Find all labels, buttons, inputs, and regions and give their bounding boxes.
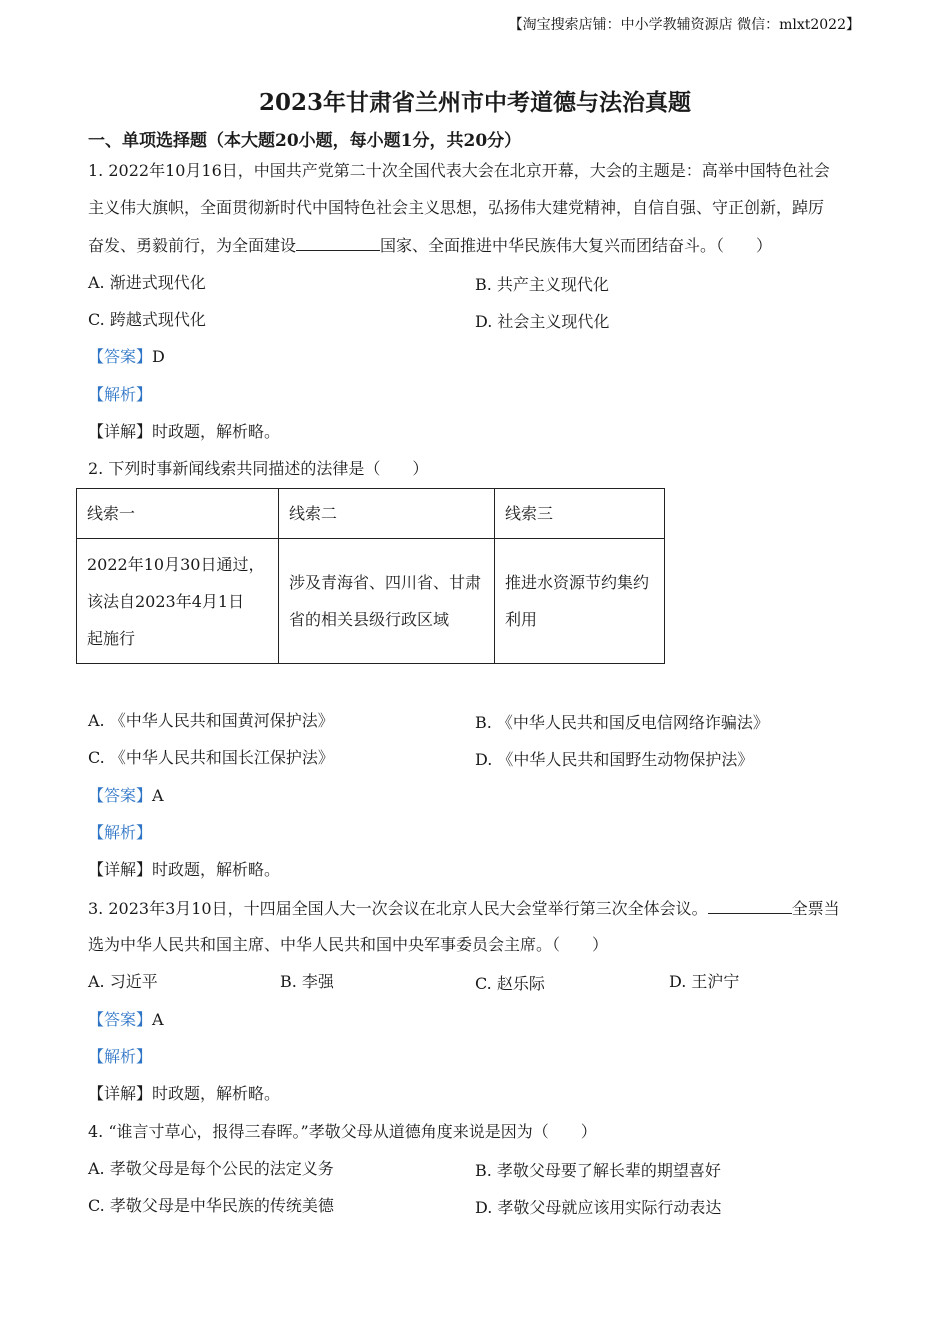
q4-option-c: C. 孝敬父母是中华民族的传统美德 <box>88 1196 334 1215</box>
q2-option-a: A. 《中华人民共和国黄河保护法》 <box>88 711 334 730</box>
q3-option-a: A. 习近平 <box>88 972 158 991</box>
q1-blank <box>296 234 380 251</box>
clue-table-row <box>77 539 665 664</box>
q1-detail: 【详解】时政题，解析略。 <box>88 422 281 441</box>
clue-cell-3-line2: 利用 <box>505 610 538 629</box>
q1-stem-line3-post: 国家、全面推进中华民族伟大复兴而团结奋斗。（ ） <box>380 236 773 255</box>
clue-cell-1-line3: 起施行 <box>87 628 136 648</box>
header-note: 【淘宝搜索店铺：中小学教辅资源店 微信：mlxt2022】 <box>508 17 860 33</box>
q3-analysis-tag: 【解析】 <box>88 1047 153 1066</box>
clue-header-2: 线索二 <box>279 489 495 539</box>
q1-analysis-tag: 【解析】 <box>88 385 153 404</box>
q1-option-c: C. 跨越式现代化 <box>88 310 206 329</box>
q3-stem-line1-post: 全票当 <box>791 899 840 918</box>
q1-stem-line3-pre: 奋发、勇毅前行，为全面建设 <box>88 236 297 255</box>
q2-option-d: D. 《中华人民共和国野生动物保护法》 <box>475 750 754 769</box>
q1-stem-line2: 主义伟大旗帜，全面贯彻新时代中国特色社会主义思想，弘扬伟大建党精神，自信自强、守正创新，踔厉 <box>88 198 825 217</box>
clue-cell-2-line2: 省的相关县级行政区域 <box>289 610 450 629</box>
q4-option-a: A. 孝敬父母是每个公民的法定义务 <box>88 1159 334 1178</box>
section-heading: 一、单项选择题（本大题20小题，每小题1分，共20分） <box>88 131 522 151</box>
q3-answer <box>88 1009 164 1031</box>
q3-stem-line1-pre: 3. 2023年3月10日，十四届全国人大一次会议在北京人民大会堂举行第三次全体会议。 <box>88 899 708 918</box>
q1-option-b: B. 共产主义现代化 <box>475 275 609 294</box>
q1-answer-tag: 【答案】 <box>88 347 153 366</box>
q1-stem-line1: 1. 2022年10月16日，中国共产党第二十次全国代表大会在北京开幕，大会的主题是：高举中国特色社会 <box>88 161 830 180</box>
q1-answer-value: D <box>152 347 165 366</box>
q4-option-d: D. 孝敬父母就应该用实际行动表达 <box>475 1198 722 1217</box>
q2-answer <box>88 785 164 807</box>
clue-cell-1 <box>77 539 279 664</box>
q2-stem: 2. 下列时事新闻线索共同描述的法律是（ ） <box>88 459 429 478</box>
clue-cell-2-line1: 涉及青海省、四川省、甘肃 <box>289 573 482 592</box>
q4-stem: 4. “谁言寸草心，报得三春晖。”孝敬父母从道德角度来说是因为（ ） <box>88 1122 597 1141</box>
q2-answer-value: A <box>152 786 164 805</box>
q1-answer <box>88 346 165 368</box>
q1-stem-line3 <box>88 234 772 257</box>
clue-cell-1-line1: 2022年10月30日通过， <box>87 554 265 574</box>
clue-table <box>76 488 665 664</box>
clue-table-header-row <box>77 489 665 539</box>
q2-option-c: C. 《中华人民共和国长江保护法》 <box>88 748 334 767</box>
q3-stem-line2: 选为中华人民共和国主席、中华人民共和国中央军事委员会主席。（ ） <box>88 935 609 954</box>
q3-option-d: D. 王沪宁 <box>669 972 740 991</box>
q3-option-b: B. 李强 <box>280 972 334 991</box>
clue-cell-3 <box>495 539 665 664</box>
q3-answer-value: A <box>152 1010 164 1029</box>
q1-option-d: D. 社会主义现代化 <box>475 312 610 331</box>
clue-cell-3-line1: 推进水资源节约集约 <box>505 573 650 592</box>
q3-detail: 【详解】时政题，解析略。 <box>88 1084 281 1103</box>
page-title: 2023年甘肃省兰州市中考道德与法治真题 <box>258 89 691 116</box>
q4-option-b: B. 孝敬父母要了解长辈的期望喜好 <box>475 1161 721 1180</box>
q2-option-b: B. 《中华人民共和国反电信网络诈骗法》 <box>475 713 769 732</box>
q2-analysis-tag: 【解析】 <box>88 823 153 842</box>
clue-cell-1-line2: 该法自2023年4月1日 <box>87 591 245 611</box>
clue-header-1: 线索一 <box>77 489 279 539</box>
q2-detail: 【详解】时政题，解析略。 <box>88 860 281 879</box>
q3-answer-tag: 【答案】 <box>88 1010 153 1029</box>
q1-option-a: A. 渐进式现代化 <box>88 273 206 292</box>
clue-header-3: 线索三 <box>495 489 665 539</box>
q3-option-c: C. 赵乐际 <box>475 974 545 993</box>
q3-blank <box>708 897 792 914</box>
q2-answer-tag: 【答案】 <box>88 786 153 805</box>
clue-cell-2 <box>279 539 495 664</box>
q3-stem-line1 <box>88 897 840 920</box>
